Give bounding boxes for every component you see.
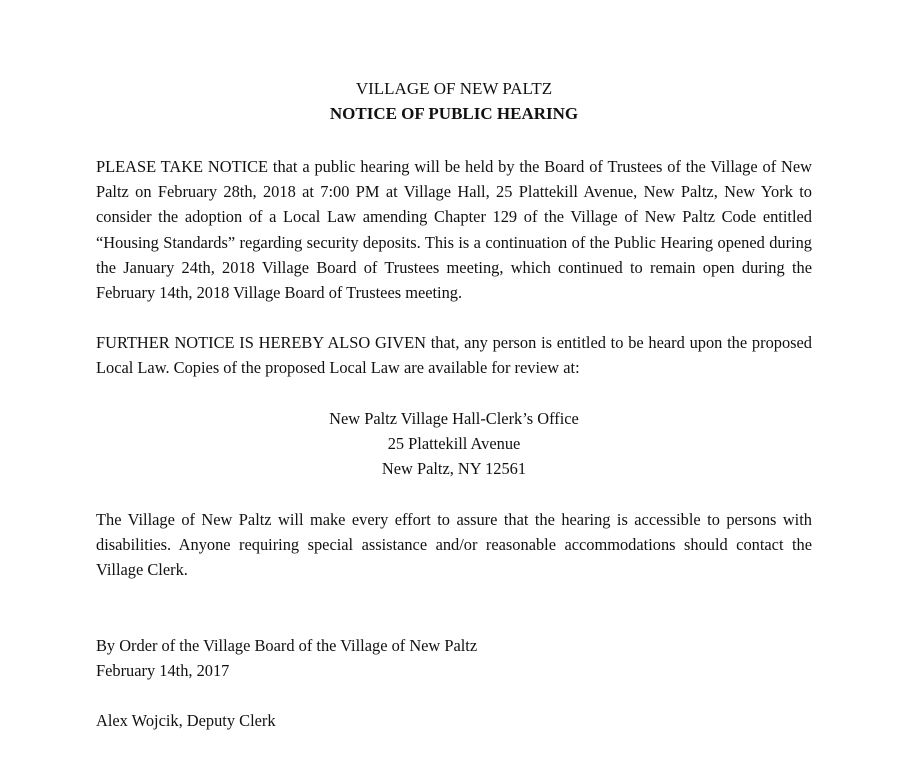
order-block	[96, 633, 812, 683]
hearing-notice-paragraph: PLEASE TAKE NOTICE that a public hearing will be held by the Board of Trustees of the Village of New Paltz on February 28th, 2018 at 7:00 PM at Village Hall, 25 Plattekill Avenue, New Paltz, New York to consider the adoption of a Local Law amending Chapter 129 of the Village of New Paltz Code entitled “Housing Standards” regarding security deposits. This is a continuation of the Public Hearing opened during the January 24th, 2018 Village Board of Trustees meeting, which continued to remain open during the February 14th, 2018 Village Board of Trustees meeting.	[96, 157, 812, 303]
review-location-address	[96, 406, 812, 482]
order-date: February 14th, 2017	[96, 661, 230, 681]
order-line: By Order of the Village Board of the Village of New Paltz	[96, 636, 478, 655]
accessibility-paragraph: The Village of New Paltz will make every effort to assure that the hearing is accessible to persons with disabilities. Anyone requiring special assistance and/or reasonable accommodations should contact the Village Clerk.	[96, 510, 812, 580]
address-line-city: New Paltz, NY 12561	[381, 459, 527, 479]
further-notice-paragraph: FURTHER NOTICE IS HEREBY ALSO GIVEN that, any person is entitled to be heard upon the proposed Local Law. Copies of the proposed Local Law are available for review at:	[96, 333, 812, 378]
address-line-office: New Paltz Village Hall-Clerk’s Office	[329, 409, 579, 428]
address-line-street: 25 Plattekill Avenue	[387, 434, 521, 454]
village-title: VILLAGE OF NEW PALTZ	[355, 79, 553, 98]
notice-title: NOTICE OF PUBLIC HEARING	[329, 104, 579, 123]
signatory: Alex Wojcik, Deputy Clerk	[96, 711, 276, 730]
